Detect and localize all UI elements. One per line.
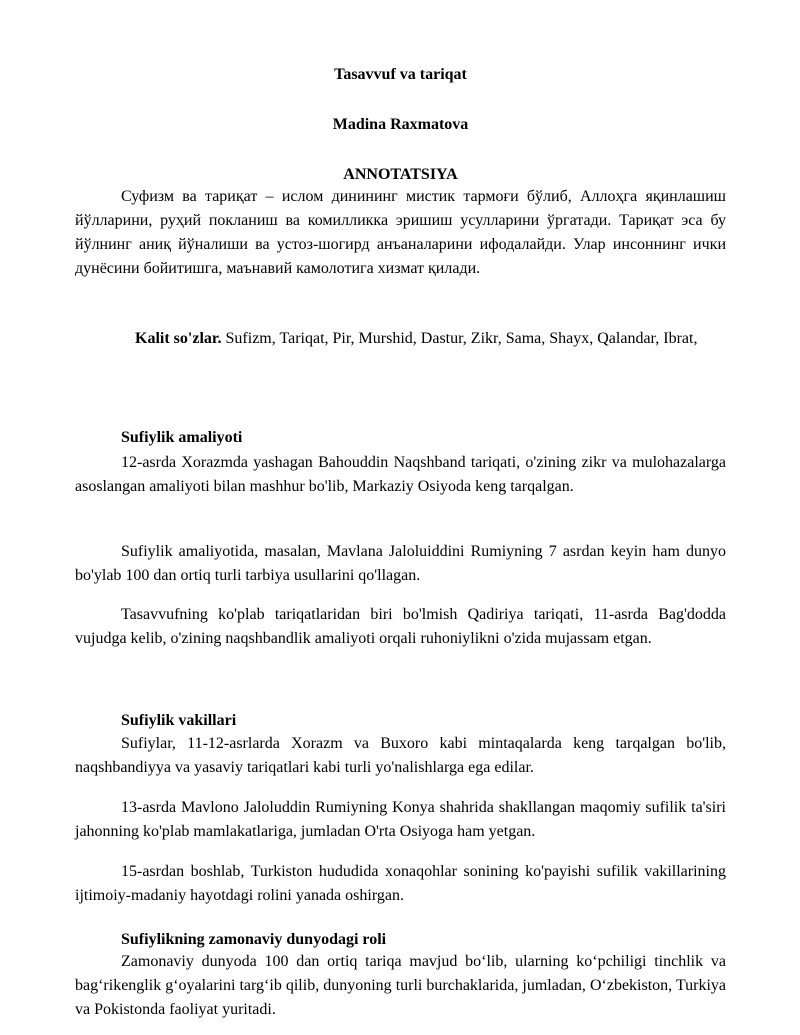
paragraph: [75, 732, 726, 780]
paragraph: [75, 796, 726, 844]
keywords-label: Kalit so'zlar.: [135, 330, 222, 347]
paragraph: [75, 603, 726, 651]
annotation-block: [75, 185, 726, 281]
annotation-heading: ANNOTATSIYA: [343, 166, 458, 183]
paragraph-text: Tasavvufning ko'plab tariqatlaridan biri bo'lmish Qadiriya tariqati, 11-asrda Bag'dodda vujudga kelib, o'zining naqshbandlik amaliyoti orqali ruhoniylikni o'zida mujassam etgan.: [75, 606, 726, 647]
paragraph: [75, 451, 726, 499]
paragraph-text: 12-asrda Xorazmda yashagan Bahouddin Naqshband tariqati, o'zining zikr va mulohazalarga asoslangan amaliyoti bilan mashhur bo'lib, Markaziy Osiyoda keng tarqalgan.: [75, 454, 726, 495]
paragraph-text: Sufiylar, 11-12-asrlarda Xorazm va Buxoro kabi mintaqalarda keng tarqalgan bo'lib, naqshbandiyya va yasaviy tariqatlari kabi turli yo'nalishlarga ega edilar.: [75, 735, 726, 776]
section-heading: Sufiylik vakillari: [121, 712, 237, 729]
keywords-paragraph: [75, 327, 726, 351]
paragraph: [75, 950, 726, 1022]
paragraph-text: 15-asrdan boshlab, Turkiston hududida xonaqohlar sonining ko'payishi sufilik vakillarining ijtimoiy-madaniy hayotdagi rolini yanada oshirgan.: [75, 863, 726, 904]
paragraph: [75, 860, 726, 908]
keywords-text: Sufizm, Tariqat, Pir, Murshid, Dastur, Zikr, Sama, Shayx, Qalandar, Ibrat,: [221, 330, 698, 347]
paragraph: [75, 540, 726, 588]
paragraph-text: Zamonaviy dunyoda 100 dan ortiq tariqa mavjud boʻlib, ularning koʻpchiligi tinchlik va bagʻrikenglik gʻoyalarini targʻib qilib, dunyoning turli burchaklarida, jumladan, Oʻzbekiston, Turkiya va Pokistonda faoliyat yuritadi.: [75, 953, 726, 1018]
author-name: Madina Raxmatova: [332, 116, 469, 133]
annotation-text: Суфизм ва тариқат – ислом динининг мистик тармоғи бўлиб, Аллоҳга яқинлашиш йўлларини, руҳий покланиш ва комилликка эришиш усулларини ўргатади. Тариқат эса бу йўлнинг аниқ йўналиши ва устоз-шогирд анъаналарини ифодалайди. Улар инсоннинг ички дунёсини бойитишга, маънавий камолотига хизмат қилади.: [75, 188, 726, 277]
section-heading: Sufiylikning zamonaviy dunyodagi roli: [121, 931, 387, 948]
section-heading: Sufiylik amaliyoti: [121, 429, 243, 446]
paragraph-text: 13-asrda Mavlono Jaloluddin Rumiyning Konya shahrida shakllangan maqomiy sufilik ta'siri jahonning ko'plab mamlakatlariga, jumladan O'rta Osiyoga ham yetgan.: [75, 799, 726, 840]
paragraph-text: Sufiylik amaliyotida, masalan, Mavlana Jaloluiddini Rumiyning 7 asrdan keyin ham dunyo bo'ylab 100 dan ortiq turli tarbiya usullarini qo'llagan.: [75, 543, 726, 584]
document-title: Tasavvuf va tariqat: [334, 66, 467, 83]
keywords-block: [75, 327, 726, 351]
